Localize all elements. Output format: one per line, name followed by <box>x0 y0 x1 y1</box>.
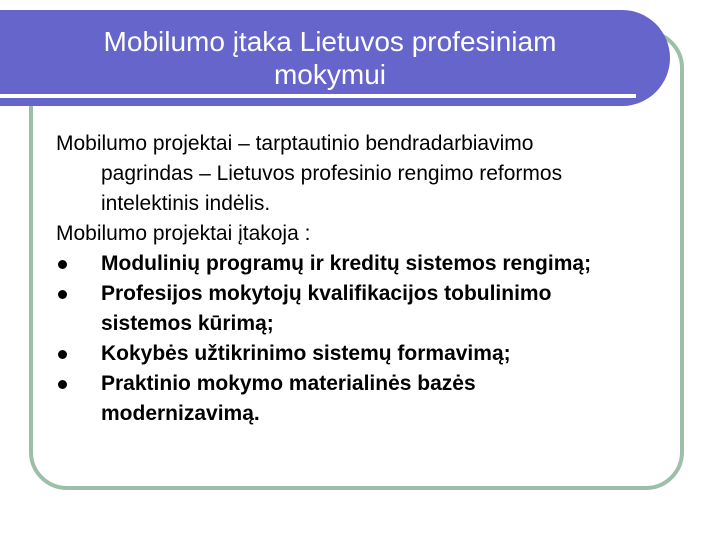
intro-line-1: Mobilumo projektai – tarptautinio bendradarbiavimo <box>56 132 534 155</box>
bullet-text: Profesijos mokytojų kvalifikacijos tobulinimo <box>101 282 552 305</box>
bullet-text: Modulinių programų ir kreditų sistemos rengimą; <box>101 252 592 275</box>
bullet-dot-icon <box>58 350 67 359</box>
bullet-list <box>56 249 696 429</box>
lead-paragraph: Mobilumo projektai įtakoja : <box>56 222 311 245</box>
bullet-item <box>56 369 696 429</box>
bullet-item <box>56 279 696 339</box>
intro-line-3: intelektinis indėlis. <box>101 192 271 215</box>
bullet-item <box>56 249 696 279</box>
slide-title <box>0 10 660 106</box>
bullet-dot-icon <box>58 290 67 299</box>
bullet-dot-icon <box>58 380 67 389</box>
bullet-text-continued: sistemos kūrimą; <box>101 312 274 335</box>
slide-title-line-1: Mobilumo įtaka Lietuvos profesiniam <box>103 26 557 57</box>
intro-paragraph <box>56 129 696 219</box>
bullet-text-continued: modernizavimą. <box>101 402 260 425</box>
bullet-item <box>56 339 696 369</box>
slide-body <box>56 129 696 429</box>
bullet-dot-icon <box>58 260 67 269</box>
bullet-text: Kokybės užtikrinimo sistemų formavimą; <box>101 342 511 365</box>
slide-title-line-2: mokymui <box>273 59 386 90</box>
bullet-text: Praktinio mokymo materialinės bazės <box>101 372 476 395</box>
intro-line-2: pagrindas – Lietuvos profesinio rengimo reformos <box>101 162 563 185</box>
